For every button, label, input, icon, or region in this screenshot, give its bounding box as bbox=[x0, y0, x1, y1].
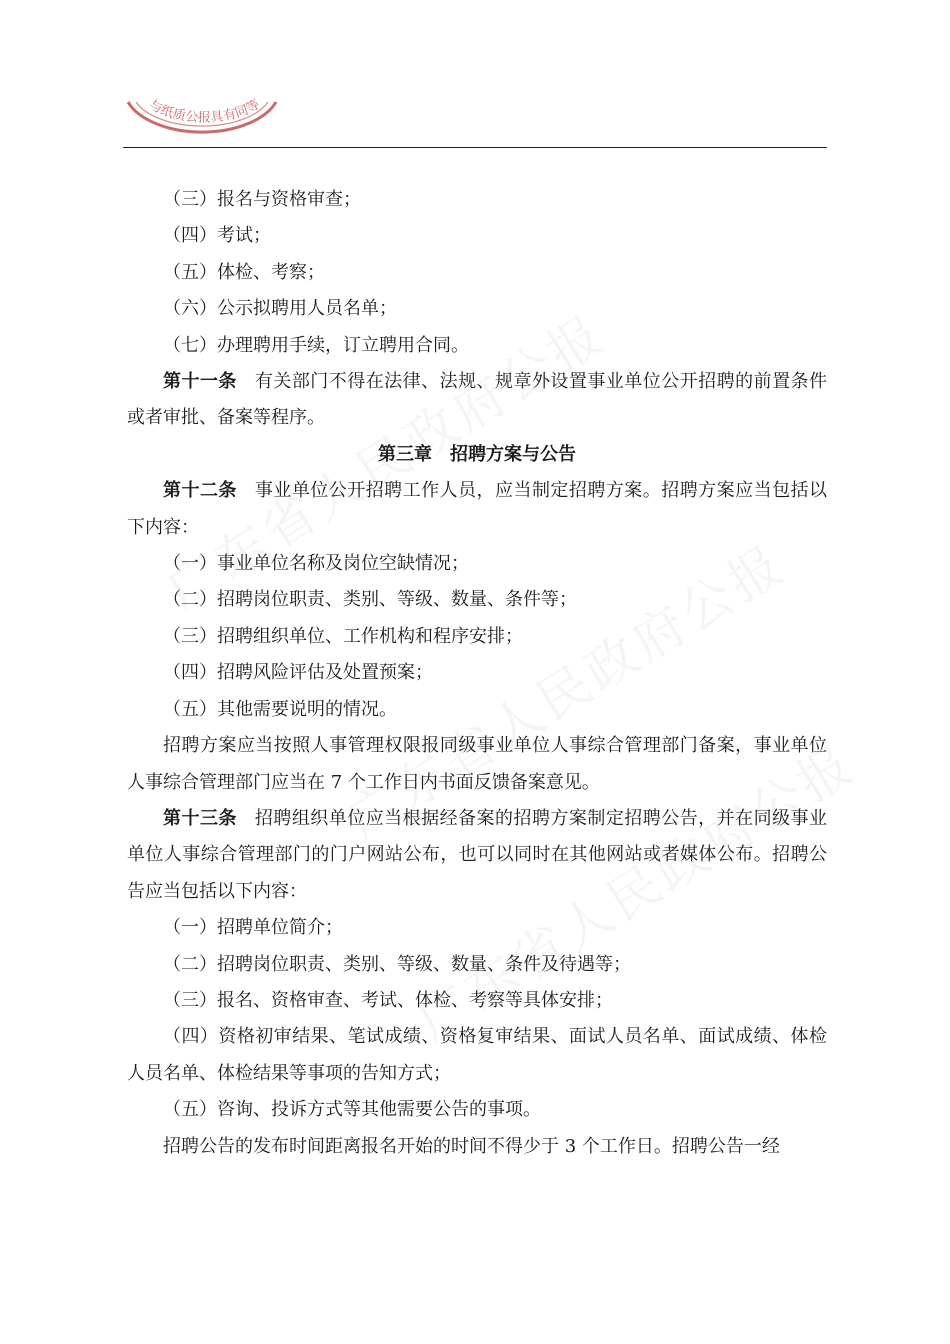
list-item: （六）公示拟聘用人员名单； bbox=[163, 298, 397, 320]
article-13-label: 第十三条 bbox=[163, 807, 237, 829]
list-item: （四）资格初审结果、笔试成绩、资格复审结果、面试人员名单、面试成绩、体检人员名单、体检结果等事项的告知方式； bbox=[127, 1026, 827, 1084]
list-item: （五）咨询、投诉方式等其他需要公告的事项。 bbox=[163, 1099, 541, 1121]
article-13-text: 招聘组织单位应当根据经备案的招聘方案制定招聘公告，并在同级事业单位人事综合管理部门的门户网站公布，也可以同时在其他网站或者媒体公布。招聘公告应当包括以下内容： bbox=[127, 807, 828, 902]
article-12-label: 第十二条 bbox=[163, 480, 237, 502]
list-item: （一）事业单位名称及岗位空缺情况； bbox=[163, 553, 469, 575]
chapter-heading bbox=[127, 437, 827, 473]
chapter-number: 第三章 bbox=[378, 443, 432, 465]
list-item: （三）报名、资格审查、考试、体检、考察等具体安排； bbox=[163, 989, 613, 1011]
list-item: （二）招聘岗位职责、类别、等级、数量、条件等； bbox=[163, 589, 577, 611]
list-item: （一）招聘单位简介； bbox=[163, 917, 343, 939]
list-item: （二）招聘岗位职责、类别、等级、数量、条件及待遇等； bbox=[163, 953, 631, 975]
article-11-text: 有关部门不得在法律、法规、规章外设置事业单位公开招聘的前置条件或者审批、备案等程序。 bbox=[127, 371, 828, 429]
list-item: （三）报名与资格审查； bbox=[163, 189, 361, 210]
list-item: （三）招聘组织单位、工作机构和程序安排； bbox=[163, 625, 523, 647]
official-seal bbox=[118, 58, 278, 140]
paragraph-last: 招聘公告的发布时间距离报名开始的时间不得少于 3 个工作日。招聘公告一经 bbox=[163, 1135, 780, 1157]
header-divider bbox=[123, 147, 827, 148]
list-item: （五）体检、考察； bbox=[163, 261, 325, 283]
article-11 bbox=[127, 364, 827, 437]
document-body bbox=[127, 182, 827, 1165]
article-13 bbox=[127, 801, 827, 910]
list-item: （七）办理聘用手续，订立聘用合同。 bbox=[163, 334, 469, 356]
article-11-label: 第十一条 bbox=[163, 371, 237, 393]
list-item: （五）其他需要说明的情况。 bbox=[163, 698, 397, 720]
article-12 bbox=[127, 473, 827, 546]
paragraph-filing: 招聘方案应当按照人事管理权限报同级事业单位人事综合管理部门备案，事业单位人事综合管理部门应当在 7 个工作日内书面反馈备案意见。 bbox=[127, 735, 827, 793]
seal-text: 与纸质公报具有同等 bbox=[146, 97, 263, 126]
article-12-text: 事业单位公开招聘工作人员，应当制定招聘方案。招聘方案应当包括以下内容： bbox=[127, 480, 828, 538]
list-item: （四）招聘风险评估及处置预案； bbox=[163, 662, 433, 684]
chapter-title: 招聘方案与公告 bbox=[450, 443, 576, 465]
list-item: （四）考试； bbox=[163, 225, 271, 247]
